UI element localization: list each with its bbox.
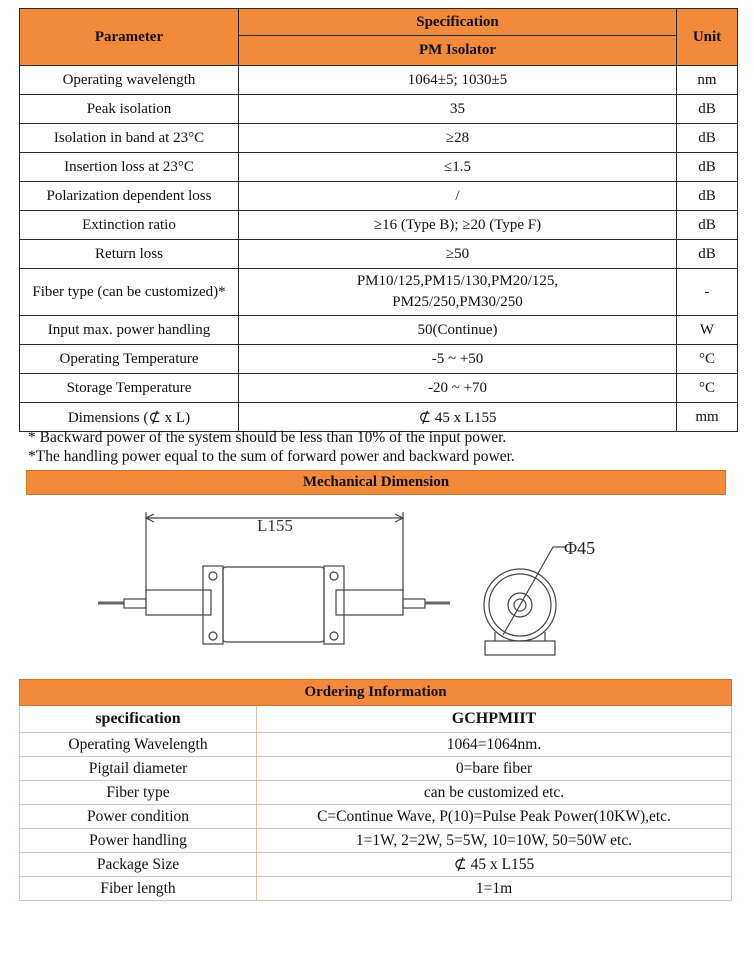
fiber-type-line-2: PM25/250,PM30/250 bbox=[392, 294, 523, 310]
spec-row-storage-temperature bbox=[20, 374, 738, 403]
spec-row-fiber-type bbox=[20, 269, 738, 316]
row-unit: W bbox=[677, 316, 738, 345]
left-boot bbox=[124, 599, 146, 608]
row-parameter: Extinction ratio bbox=[20, 211, 239, 240]
spec-row-operating-wavelength bbox=[20, 66, 738, 95]
ordering-row bbox=[20, 853, 732, 877]
spec-row-extinction-ratio bbox=[20, 211, 738, 240]
ordering-spec: Fiber length bbox=[20, 877, 257, 901]
footnotes bbox=[28, 428, 515, 466]
ordering-col-code: GCHPMIIT bbox=[257, 706, 732, 733]
ordering-col-specification: specification bbox=[20, 706, 257, 733]
mechanical-drawing bbox=[90, 505, 650, 665]
ordering-code: can be customized etc. bbox=[257, 781, 732, 805]
ordering-spec: Fiber type bbox=[20, 781, 257, 805]
row-parameter: Dimensions (⊄ x L) bbox=[20, 403, 239, 432]
header-product: PM Isolator bbox=[239, 36, 677, 66]
row-unit: °C bbox=[677, 374, 738, 403]
spec-row-insertion-loss bbox=[20, 153, 738, 182]
row-value: 35 bbox=[239, 95, 677, 124]
ordering-information-table bbox=[19, 679, 732, 901]
row-parameter: Fiber type (can be customized)* bbox=[20, 269, 239, 316]
row-unit: nm bbox=[677, 66, 738, 95]
isolator-body bbox=[223, 567, 324, 642]
row-unit: dB bbox=[677, 153, 738, 182]
ordering-code: 1=1W, 2=2W, 5=5W, 10=10W, 50=50W etc. bbox=[257, 829, 732, 853]
row-value: ⊄ 45 x L155 bbox=[239, 403, 677, 432]
row-value: -20 ~ +70 bbox=[239, 374, 677, 403]
row-value bbox=[239, 269, 677, 316]
row-value: ≥16 (Type B); ≥20 (Type F) bbox=[239, 211, 677, 240]
row-unit: dB bbox=[677, 95, 738, 124]
ordering-code: 1=1m bbox=[257, 877, 732, 901]
spec-row-peak-isolation bbox=[20, 95, 738, 124]
row-unit: dB bbox=[677, 124, 738, 153]
ordering-spec: Power condition bbox=[20, 805, 257, 829]
ordering-row bbox=[20, 757, 732, 781]
footnote-backward-power: * Backward power of the system should be less than 10% of the input power. bbox=[28, 429, 507, 446]
ordering-row bbox=[20, 781, 732, 805]
row-parameter: Operating Temperature bbox=[20, 345, 239, 374]
ordering-row bbox=[20, 733, 732, 757]
row-value: ≥28 bbox=[239, 124, 677, 153]
row-unit: °C bbox=[677, 345, 738, 374]
header-specification: Specification bbox=[239, 9, 677, 36]
ordering-row bbox=[20, 829, 732, 853]
row-unit: dB bbox=[677, 182, 738, 211]
row-value: ≤1.5 bbox=[239, 153, 677, 182]
row-parameter: Storage Temperature bbox=[20, 374, 239, 403]
ordering-row bbox=[20, 805, 732, 829]
row-parameter: Input max. power handling bbox=[20, 316, 239, 345]
ordering-code: ⊄ 45 x L155 bbox=[257, 853, 732, 877]
ordering-code: 1064=1064nm. bbox=[257, 733, 732, 757]
specification-table bbox=[19, 8, 738, 432]
spec-row-polarization-dependent-loss bbox=[20, 182, 738, 211]
row-parameter: Return loss bbox=[20, 240, 239, 269]
left-tube bbox=[146, 590, 211, 615]
spec-row-input-max-power bbox=[20, 316, 738, 345]
ordering-spec: Operating Wavelength bbox=[20, 733, 257, 757]
length-label: L155 bbox=[257, 516, 293, 535]
row-value: / bbox=[239, 182, 677, 211]
footnote-handling-power: *The handling power equal to the sum of forward power and backward power. bbox=[28, 448, 515, 465]
row-parameter: Insertion loss at 23°C bbox=[20, 153, 239, 182]
ordering-row bbox=[20, 877, 732, 901]
row-value: -5 ~ +50 bbox=[239, 345, 677, 374]
row-unit: dB bbox=[677, 240, 738, 269]
row-unit: - bbox=[677, 269, 738, 316]
ordering-spec: Pigtail diameter bbox=[20, 757, 257, 781]
row-unit: mm bbox=[677, 403, 738, 432]
ordering-spec: Package Size bbox=[20, 853, 257, 877]
header-unit: Unit bbox=[677, 9, 738, 66]
spec-row-operating-temperature bbox=[20, 345, 738, 374]
row-unit: dB bbox=[677, 211, 738, 240]
row-value: 50(Continue) bbox=[239, 316, 677, 345]
row-parameter: Operating wavelength bbox=[20, 66, 239, 95]
right-boot bbox=[403, 599, 425, 608]
diameter-label: Φ45 bbox=[564, 538, 596, 558]
header-parameter: Parameter bbox=[20, 9, 239, 66]
row-parameter: Peak isolation bbox=[20, 95, 239, 124]
spec-row-isolation-in-band bbox=[20, 124, 738, 153]
ordering-code: 0=bare fiber bbox=[257, 757, 732, 781]
ordering-spec: Power handling bbox=[20, 829, 257, 853]
mechanical-dimension-title: Mechanical Dimension bbox=[26, 470, 726, 495]
row-value: 1064±5; 1030±5 bbox=[239, 66, 677, 95]
row-value: ≥50 bbox=[239, 240, 677, 269]
fiber-type-line-1: PM10/125,PM15/130,PM20/125, bbox=[356, 273, 559, 289]
end-view bbox=[484, 547, 565, 655]
row-parameter: Polarization dependent loss bbox=[20, 182, 239, 211]
ordering-title: Ordering Information bbox=[20, 680, 732, 706]
row-parameter: Isolation in band at 23°C bbox=[20, 124, 239, 153]
spec-row-return-loss bbox=[20, 240, 738, 269]
right-tube bbox=[336, 590, 403, 615]
ordering-code: C=Continue Wave, P(10)=Pulse Peak Power(10KW),etc. bbox=[257, 805, 732, 829]
